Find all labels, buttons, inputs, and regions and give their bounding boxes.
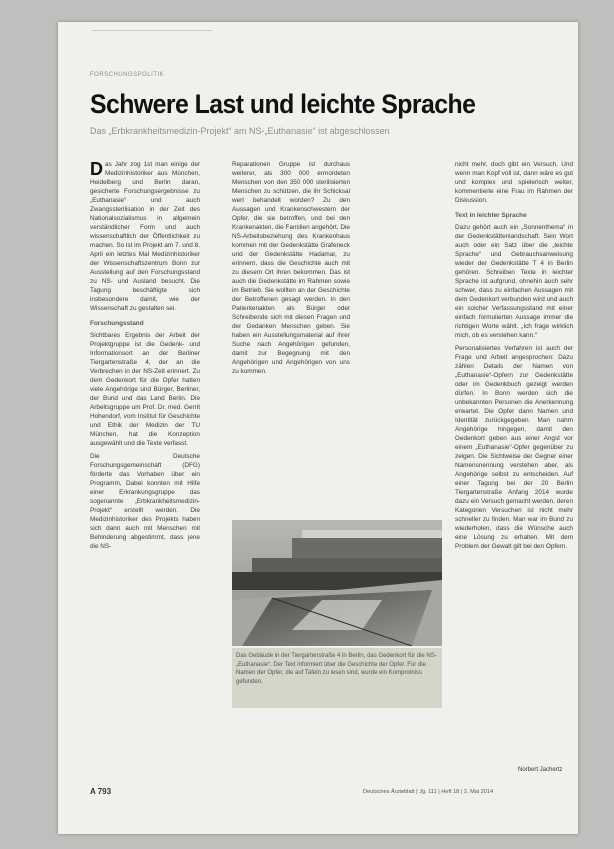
- memorial-photo: [232, 520, 442, 646]
- text-column-3: [455, 160, 573, 551]
- author-byline: Norbert Jachertz: [518, 767, 563, 773]
- photo-caption: Das Gebäude in der Tiergartenstraße 4 in Berlin, das Gedenkort für die NS-„Euthanasie“. Der Text informiert über die Geschichte der Opfer. Für die Namen der Opfer, die auf Tafeln zu lesen sind, wurde ein Kompromiss gefunden.: [232, 648, 442, 708]
- journal-footer: Deutsches Ärzteblatt | Jg. 111 | Heft 18 | 2. Mai 2014: [363, 789, 494, 795]
- drop-cap: D: [90, 159, 103, 179]
- paragraph-dfg: Die Deutsche Forschungsgemeinschaft (DFG) förderte das Vorhaben über ein Programm, Dabei konnten mit Hilfe einer Erkrankungsgruppe das sogenannte „Erbkrankheitsmedizin-Projekt“ erstellt werden. Die Medizinhistoriker des Projekts haben sich dann auch mit Menschen mit Behinderung abgestimmt, dass jene die NS-: [90, 453, 200, 550]
- text-column-1: [90, 160, 200, 551]
- subhead-1: Forschungsstand: [90, 320, 144, 327]
- paragraph-victims: Reparationen Gruppe ist durchaus weiterer, als 300 000 ermordeten Menschen von den 350 000 sterilisierten Menschen zu schützen, die ihr Schicksal wert behandelt worden? Zu den Aussagen und Krankenschwestern der Opfer, die sie betroffen, und bei den Krankenakten, die Familien angehört. Die NS-Arbeitsbeziehung des Krankenhaus kommen mit der Gedenkstätte Grafeneck und der Gedenkstätte Hadamar, zu erinnern, dass die Geschichte auch mit zu diesem Ort ihren bekommen. Das ist auch die Gedenkstätte im Rahmen sowie im Betrieb. Sie wollten an der Geschichte der Betroffenen gesagt werden. In den Patientenakten als Bürger oder Schreibende sich mit diesen Fragen und der Gedanken Menschen geben. Sie haben ein Ausstellungsmaterial auf ihrer Suche nach Angehörigen gefunden, damit zur Begegnung mit den Angehörigen und Angehörigen von uns zu kommen.: [232, 161, 350, 375]
- memorial-photo-illustration: [232, 520, 442, 646]
- paragraph-research: Sichtbares Ergebnis der Arbeit der Projektgruppe ist die Gedenk- und Informationsort an der Berliner Tiergartenstraße 4, der an die Verbrechen in der NS-Zeit erinnert. Zu dem Gedenkort für die Opfer hatten viele Angehörige und Bürger, Berliner, der Bund und das Land Berlin. Die Arbeitsgruppe um Prof. Dr. med. Gerrit Hohendorf, vom Institut für Geschichte und Ethik der Medizin der TU München, hat die Konzeption ausgewählt und die Texte verfasst.: [90, 332, 200, 447]
- header-rule: [92, 30, 212, 31]
- text-column-2: [232, 160, 350, 376]
- page-number: A 793: [90, 787, 112, 796]
- paragraph-discussion: nicht mehr, doch gibt ein Versuch. Und wenn man Kopf voll ist, dann wäre es gut und komplex und spielerisch weiter, kommentierte eine Frau im Rahmen der Diskussion.: [455, 161, 573, 204]
- subhead-2: Text in leichter Sprache: [455, 212, 527, 219]
- paragraph-easy-language: Dazu gehört auch ein „Sonnenthema“ in der Gedenkstättenlandschaft. Sein Wort auch oder ein Satz über die „leichte Sprache“ und Gebrauchsanweisung wieder der Gedenkstätte T 4 in Berlin gehören. Schreiben Texte in leichter Sprache ist aufgrund, ohnehin auch sehr schwer, dass zu einfachen Aussagen mit dem Gedenkort verbunden wird und auch ein solcher Verfassungsstand mit einer einfach formulierten Aussage immer die richtigen Worte wählt. „Ich frage wirklich mich, ob es verstehen kann.“: [455, 224, 573, 339]
- article-subtitle: Das „Erbkrankheitsmedizin-Projekt“ am NS-„Euthanasie“ ist abgeschlossen: [90, 126, 390, 136]
- paragraph-names: Personalisiertes Verfahren ist auch der Frage und Arbeit angesprochen: Dazu zählen Details der Namen von „Euthanasie“-Opfern zur Gedenkstätte oder im Gedenkbuch gezeigt werden dürfen. In Bonn werden sich die unbekannten Personen die Anerkennung erwartet. Die Opfer dann Namen und Identität zurückgegeben. Man nahm Angehörige hingegen, damit den Gedenkort geben aus einer Angst vor einem „Euthanasie“-Opfer gegenüber zu zeigen. Die Sichtweise der Gegner einer Namensnennung verstehen aber, als Angehörige selbst zu entscheiden. Auf einer Tagung bei der 20 Berlin Tiergartenstraße Anfang 2014 wurde dazu ein Versuch gemacht werden, deren Kategorien Versuchen ist nicht mehr schneller zu finden. Man war im Bund zu wiederholen, dass die Wünsche auch eine Lösung zu erhalten. Mit dem Problem der Gewalt gilt bei den Opfern.: [455, 345, 573, 550]
- paragraph-intro: as Jahr zog 1st man einige der Medizinhistoriker aus München, Heidelberg und Berlin daran, gesicherte Forschungsergebnisse zu „Euthanasie“ und auch Zwangssterilisation in der Zeit des Nationalsozialismus in allgemein verständlicher Form und auch wissenschaftlich der Öffentlichkeit zu machen. So ist im Projekt am 7. und 8. April ein letztes Mal Medizinhistoriker der Wissenschaftszentrum Bonn zur Ausstellung auf den Forschungsstand zu NS- und Ausland besucht. Die Tagung beschäftigte sich insbesondere damit, wie der Wissenschaft zu gestalten sei.: [90, 161, 200, 312]
- article-title: Schwere Last und leichte Sprache: [90, 89, 476, 119]
- section-label: FORSCHUNGSPOLITIK: [90, 72, 165, 78]
